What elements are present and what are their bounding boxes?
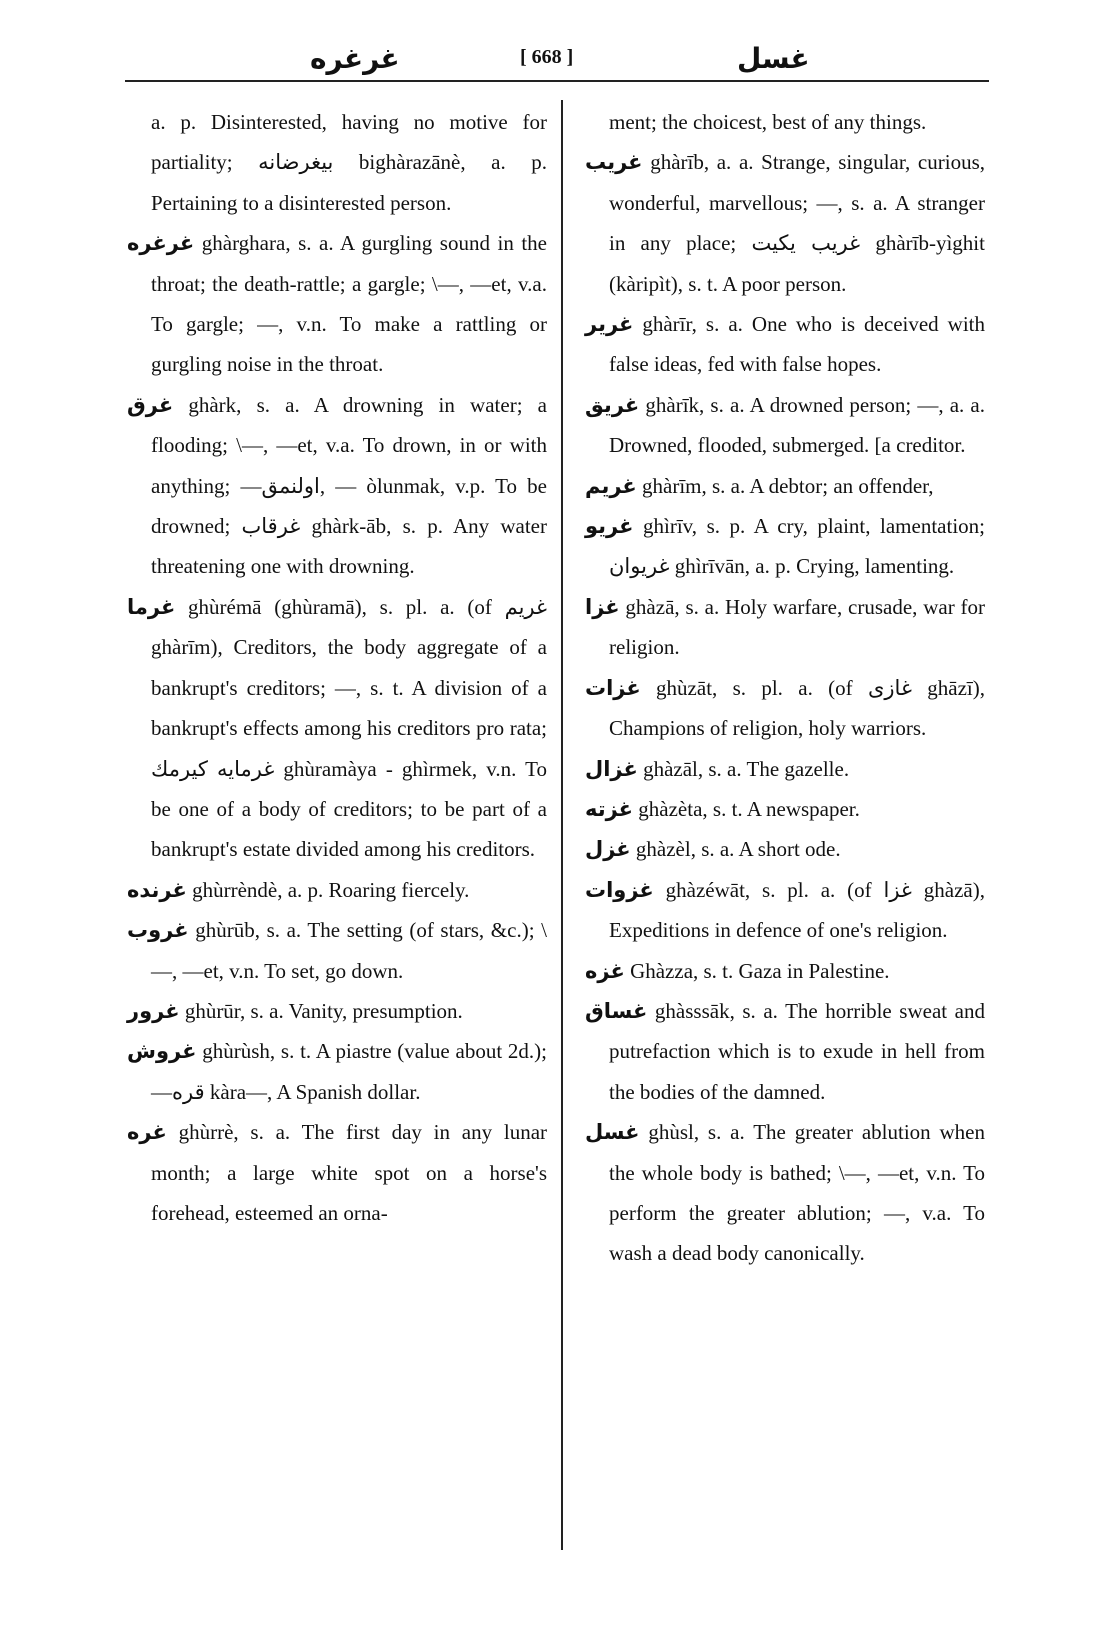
entry-text: ghùrrèndè, a. p. Roaring fiercely. <box>192 877 470 902</box>
entry-headword-arabic: غرير <box>585 312 634 337</box>
right-column <box>585 102 985 1274</box>
dictionary-entry <box>585 1112 985 1274</box>
entry-text: ghùrùsh, s. t. A piastre (value about 2d.); —قره kàra—, A Spanish dollar. <box>151 1039 547 1104</box>
entry-text: ghàzā, s. a. Holy warfare, crusade, war for religion. <box>609 594 985 660</box>
entry-text: ghùrémā (ghùramā), s. pl. a. (of غريم ghàrīm), Creditors, the body aggregate of a bankrupt's creditors; —, s. t. A division of a bankrupt's effects among his creditors pro rata; غرمايه كيرمك ghùramàya - ghìrmek, v.n. To be one of a body of creditors; to be part of a bankrupt's estate divided among his creditors. <box>151 594 548 862</box>
entry-text: ghùrūr, s. a. Vanity, presumption. <box>184 998 463 1023</box>
header-right-catchword: غسل <box>737 42 810 75</box>
entry-text: Ghàzza, s. t. Gaza in Palestine. <box>630 958 890 983</box>
entry-text: ghàrghara, s. a. A gurgling sound in the throat; the death-rattle; a gargle; \—, —et, v.a. To gargle; —, v.n. To make a rattling or gurgling noise in the throat. <box>151 231 548 377</box>
entry-text: ghàrīr, s. a. One who is deceived with false ideas, fed with false hopes. <box>609 312 986 377</box>
dictionary-entry <box>127 587 547 870</box>
dictionary-entry <box>127 910 547 991</box>
dictionary-entry <box>127 102 547 223</box>
entry-headword-arabic: غزل <box>585 837 631 862</box>
entry-headword-arabic: غرق <box>127 392 174 417</box>
dictionary-entry <box>585 749 985 789</box>
entry-headword-arabic: غره <box>127 1120 167 1145</box>
entry-headword-arabic: غرغره <box>127 231 195 256</box>
entry-text: ghàzéwāt, s. pl. a. (of غزا ghàzā), Expeditions in defence of one's religion. <box>609 877 985 943</box>
entry-headword-arabic: غساق <box>585 998 648 1023</box>
dictionary-entry <box>585 668 985 749</box>
dictionary-entry <box>585 587 985 668</box>
dictionary-entry <box>585 991 985 1112</box>
entry-text: ghàrīk, s. a. A drowned person; —, a. a. Drowned, flooded, submerged. [a creditor. <box>609 392 986 458</box>
dictionary-entry <box>127 1031 547 1112</box>
entry-text: ghùrrè, s. a. The first day in any lunar month; a large white spot on a horse's forehead, esteemed an orna- <box>151 1120 548 1225</box>
entry-headword-arabic: غزته <box>585 796 634 821</box>
entry-headword-arabic: غريو <box>585 514 634 539</box>
entry-headword-arabic: غزات <box>585 675 641 700</box>
dictionary-entry <box>127 991 547 1031</box>
header-left-catchword: غرغره <box>310 42 400 75</box>
entry-text: ghùzāt, s. pl. a. (of غازى ghāzī), Champions of religion, holy warriors. <box>609 675 985 741</box>
page-header <box>125 40 989 82</box>
dictionary-entry <box>127 385 547 587</box>
dictionary-entry <box>585 385 985 466</box>
entry-headword-arabic: غريب <box>585 150 643 175</box>
column-divider <box>561 100 563 1550</box>
entry-text: ghàzèta, s. t. A newspaper. <box>638 796 860 821</box>
left-column <box>127 102 547 1233</box>
entry-headword-arabic: غريق <box>585 392 640 417</box>
entry-text: ment; the choicest, best of any things. <box>609 110 927 134</box>
entry-text: ghìrīv, s. p. A cry, plaint, lamentation; غريوان ghìrīvān, a. p. Crying, lamenting. <box>609 514 985 579</box>
dictionary-entry <box>585 870 985 951</box>
entry-text: ghàrīm, s. a. A debtor; an offender, <box>642 473 934 498</box>
entry-headword-arabic: غرنده <box>127 877 187 902</box>
entry-headword-arabic: غروب <box>127 918 189 943</box>
dictionary-entry <box>585 142 985 304</box>
dictionary-entry <box>585 304 985 385</box>
entry-headword-arabic: غزوات <box>585 877 654 902</box>
entry-text: ghàzāl, s. a. The gazelle. <box>643 756 850 781</box>
dictionary-entry <box>127 870 547 910</box>
entry-headword-arabic: غزال <box>585 756 638 781</box>
entry-text: ghàsssāk, s. a. The horrible sweat and putrefaction which is to exude in hell from the bodies of the damned. <box>609 998 985 1104</box>
entry-headword-arabic: غريم <box>585 473 637 498</box>
entry-text: ghàrīb, a. a. Strange, singular, curious, wonderful, marvellous; —, s. a. A stranger in any place; غريب يكيت ghàrīb-yìghit (kàripìt), s. t. A poor person. <box>609 150 986 296</box>
page-number: [ 668 ] <box>520 46 574 68</box>
entry-headword-arabic: غرما <box>127 594 176 619</box>
dictionary-entry <box>585 829 985 869</box>
entry-headword-arabic: غزه <box>585 958 625 983</box>
entry-text: a. p. Disinterested, having no motive for partiality; بيغرضانه bighàrazānè, a. p. Pertaining to a disinterested person. <box>151 110 547 215</box>
dictionary-entry <box>127 223 547 385</box>
entry-headword-arabic: غسل <box>585 1120 640 1145</box>
entry-text: ghùsl, s. a. The greater ablution when the whole body is bathed; \—, —et, v.n. To perform the greater ablution; —, v.a. To wash a dead body canonically. <box>609 1120 985 1266</box>
entry-headword-arabic: غروش <box>127 1039 197 1064</box>
entry-text: ghàzèl, s. a. A short ode. <box>635 837 841 862</box>
dictionary-entry <box>585 506 985 587</box>
dictionary-entry <box>585 789 985 829</box>
entry-headword-arabic: غزا <box>585 594 620 619</box>
dictionary-entry <box>585 466 985 506</box>
dictionary-entry <box>585 102 985 142</box>
entry-text: ghùrūb, s. a. The setting (of stars, &c.); \—, —et, v.n. To set, go down. <box>151 918 547 983</box>
entry-headword-arabic: غرور <box>127 998 180 1023</box>
dictionary-entry <box>585 951 985 991</box>
dictionary-entry <box>127 1112 547 1233</box>
entry-text: ghàrk, s. a. A drowning in water; a flooding; \—, —et, v.a. To drown, in or with anything; —اولنمق, — òlunmak, v.p. To be drowned; غرقاب ghàrk-āb, s. p. Any water threatening one with drowning. <box>151 392 548 579</box>
